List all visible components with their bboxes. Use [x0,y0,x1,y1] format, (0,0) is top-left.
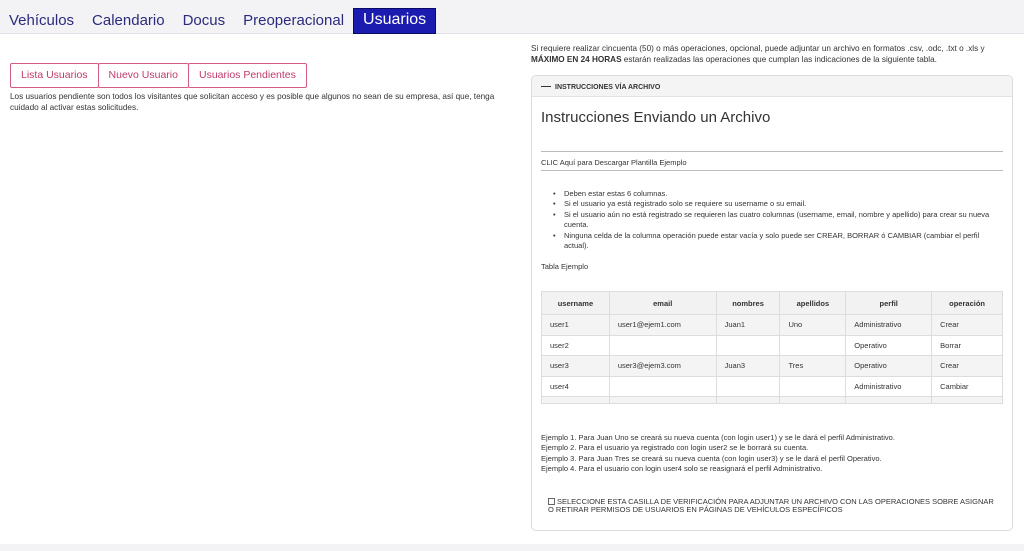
table-cell [846,397,932,404]
divider [541,170,1003,171]
minus-icon[interactable]: — [541,81,551,92]
table-cell: user3@ejem3.com [609,356,716,377]
table-cell [716,376,780,397]
table-cell [716,335,780,356]
instructions-card-header[interactable] [532,76,1012,97]
checkbox-icon[interactable] [548,498,555,505]
divider [541,151,1003,152]
table-row [542,335,1003,356]
checkbox-label[interactable]: SELECCIONE ESTA CASILLA DE VERIFICACIÓN PARA ADJUNTAR UN ARCHIVO CON LAS OPERACIONES SOBRE ASIGNAR O RETIRAR PERMISOS DE USUARIOS EN PÁGINAS DE VEHÍCULOS ESPECÍFICOS [548,497,994,514]
table-cell: user1@ejem1.com [609,315,716,336]
pending-users-note: Los usuarios pendiente son todos los visitantes que solicitan acceso y es posible que algunos no sean de su empresa, así que, tenga cuidado al activar estas solicitudes. [10,92,495,112]
main-content [0,34,1024,544]
table-cell [542,397,610,404]
tab-docus[interactable]: Docus [182,12,226,29]
table-cell [609,376,716,397]
example-table [541,291,1003,404]
card-header-label: INSTRUCCIONES VÍA ARCHIVO [555,84,661,91]
download-template-link[interactable]: CLIC Aquí para Descargar Plantilla Ejemplo [541,158,687,167]
table-cell [780,397,846,404]
table-header-row [542,292,1003,315]
table-cell: Juan3 [716,356,780,377]
subtab-nuevo-usuario[interactable]: Nuevo Usuario [98,63,189,88]
vehicle-permissions-checkbox-row[interactable] [548,498,998,514]
subtab-usuarios-pendientes[interactable]: Usuarios Pendientes [188,63,307,88]
table-cell: Juan1 [716,315,780,336]
example-line: Ejemplo 1. Para Juan Uno se creará su nueva cuenta (con login user1) y se le dará el perfil Administrativo. [541,433,895,442]
table-cell [932,397,1003,404]
table-cell: Uno [780,315,846,336]
tab-vehiculos[interactable]: Vehículos [9,12,75,29]
tab-usuarios[interactable]: Usuarios [353,8,436,34]
table-row [542,356,1003,377]
table-cell [716,397,780,404]
table-row [542,315,1003,336]
user-subtabs [10,63,306,88]
example-table-label: Tabla Ejemplo [541,262,589,271]
table-cell: Administrativo [846,315,932,336]
list-item: • Si el usuario aún no está registrado se requieren las cuatro columnas (username, email, nombre y apellido) para crear su nueva cuenta. [553,210,1003,231]
tab-calendario[interactable]: Calendario [92,12,165,29]
tab-preoperacional[interactable]: Preoperacional [243,12,345,29]
column-header-username: username [542,292,610,315]
intro-text-before: Si requiere realizar cincuenta (50) o más operaciones, opcional, puede adjuntar un archivo en formatos .csv, .odc, .txt o .xls y [531,44,985,53]
list-item: • Deben estar estas 6 columnas. [553,189,1003,199]
table-cell [780,335,846,356]
list-item: • Si el usuario ya está registrado solo se requiere su username o su email. [553,199,1003,209]
intro-text-after: estarán realizadas las operaciones que cumplan las indicaciones de la siguiente tabla. [621,55,937,64]
column-header-nombres: nombres [716,292,780,315]
intro-text-bold: MÁXIMO EN 24 HORAS [531,55,622,64]
column-header-apellidos: apellidos [780,292,846,315]
example-line: Ejemplo 4. Para el usuario con login user4 solo se reasignará el perfil Administrativo. [541,464,823,474]
example-line: Ejemplo 2. Para el usuario ya registrado con login user2 se le borrará su cuenta. [541,443,809,453]
table-cell: Operativo [846,335,932,356]
instruction-bullets [553,189,1003,251]
list-item: • Ninguna celda de la columna operación puede estar vacía y solo puede ser CREAR, BORRAR ó CAMBIAR (cambiar el perfil actual). [553,231,1003,252]
table-cell: Crear [932,315,1003,336]
column-header-operacion: operación [932,292,1003,315]
table-cell: user4 [542,376,610,397]
file-upload-intro [531,43,1014,65]
table-row-empty [542,397,1003,404]
table-cell [609,397,716,404]
instructions-card [531,75,1013,531]
column-header-email: email [609,292,716,315]
table-cell: Cambiar [932,376,1003,397]
top-tabs [0,8,436,34]
table-cell: Crear [932,356,1003,377]
subtab-lista-usuarios[interactable]: Lista Usuarios [10,63,99,88]
table-cell: Administrativo [846,376,932,397]
table-cell: user2 [542,335,610,356]
table-cell: Borrar [932,335,1003,356]
table-cell: Operativo [846,356,932,377]
table-cell [609,335,716,356]
table-cell: Tres [780,356,846,377]
table-cell: user3 [542,356,610,377]
column-header-perfil: perfil [846,292,932,315]
example-line: Ejemplo 3. Para Juan Tres se creará su nueva cuenta (con login user3) y se le dará el perfil Operativo. [541,453,882,463]
table-row [542,376,1003,397]
top-navigation [0,0,1024,34]
table-cell [780,376,846,397]
card-title: Instrucciones Enviando un Archivo [541,109,771,126]
table-cell: user1 [542,315,610,336]
examples-list [541,433,895,475]
